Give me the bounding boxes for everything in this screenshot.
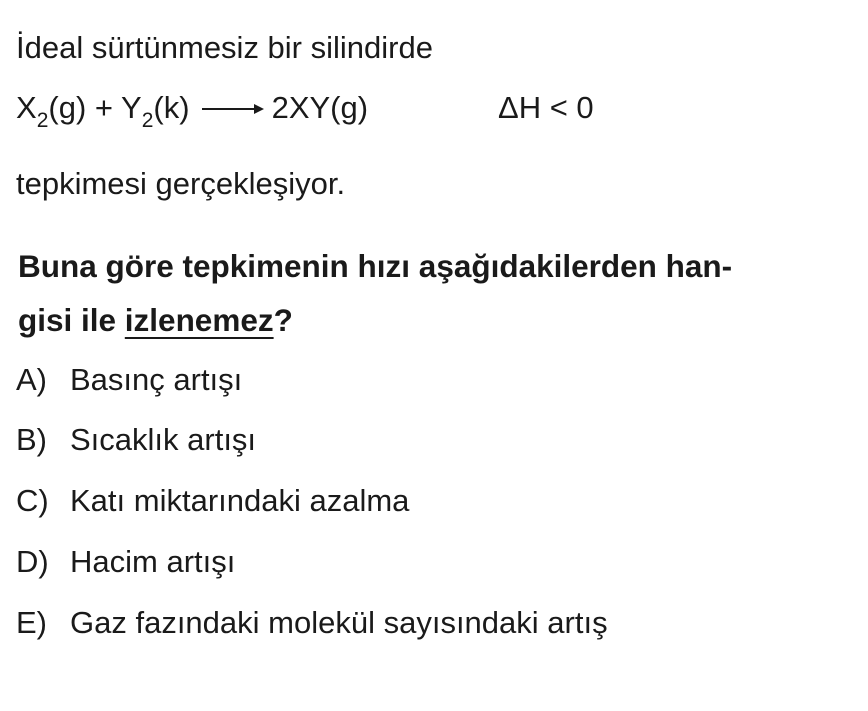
option-letter: D) [16, 544, 49, 579]
option-text: Hacim artışı [70, 544, 236, 579]
question-intro: İdeal sürtünmesiz bir silindirde [16, 30, 433, 65]
reactant-y-state: (k) [153, 90, 190, 125]
prompt-underlined-word: izlenemez [124, 302, 274, 338]
reactant-x-subscript: 2 [36, 109, 49, 132]
prompt-pre: gisi ile [18, 302, 125, 338]
option-b[interactable] [16, 422, 256, 458]
option-letter: A) [16, 362, 47, 397]
option-text: Sıcaklık artışı [70, 422, 257, 457]
reaction-arrow-icon [200, 90, 266, 126]
question-outro: tepkimesi gerçekleşiyor. [16, 166, 346, 201]
reactant-y: Y [121, 90, 142, 125]
option-c[interactable] [16, 483, 409, 519]
option-d[interactable] [16, 544, 235, 580]
prompt-post: ? [273, 302, 293, 338]
option-letter: B) [16, 422, 47, 457]
reactant-x-state: (g) [48, 90, 87, 125]
option-text: Gaz fazındaki molekül sayısındaki artış [70, 605, 608, 640]
option-letter: E) [16, 605, 47, 640]
plus-sign: + [86, 90, 122, 125]
question-prompt-line2 [18, 302, 293, 338]
option-e[interactable] [16, 605, 608, 641]
option-a[interactable] [16, 362, 242, 398]
enthalpy-change: ΔH < 0 [498, 90, 594, 125]
chemical-equation [16, 90, 594, 132]
question-prompt-line1: Buna göre tepkimenin hızı aşağıdakilerden han- [18, 248, 733, 284]
product: 2XY(g) [271, 90, 369, 125]
reactant-y-subscript: 2 [141, 109, 154, 132]
option-text: Basınç artışı [70, 362, 243, 397]
option-text: Katı miktarındaki azalma [70, 483, 410, 518]
option-letter: C) [16, 483, 49, 518]
reactant-x: X [16, 90, 37, 125]
